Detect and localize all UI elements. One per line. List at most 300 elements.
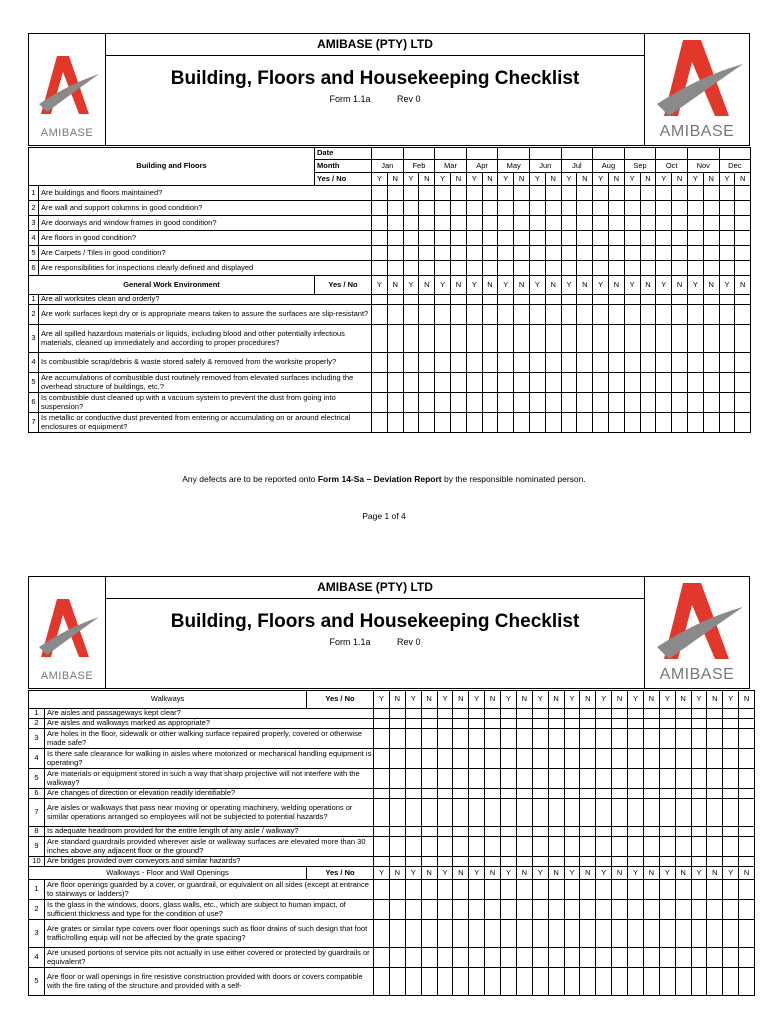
- check-cell[interactable]: [628, 948, 644, 968]
- check-cell[interactable]: [703, 373, 719, 393]
- check-cell[interactable]: [735, 261, 751, 276]
- check-cell[interactable]: [593, 231, 609, 246]
- check-cell[interactable]: [691, 789, 707, 799]
- check-cell[interactable]: [672, 231, 688, 246]
- check-cell[interactable]: [403, 325, 419, 353]
- check-cell[interactable]: [628, 709, 644, 719]
- check-cell[interactable]: [640, 325, 656, 353]
- check-cell[interactable]: [532, 900, 548, 920]
- check-cell[interactable]: [372, 201, 388, 216]
- check-cell[interactable]: [514, 261, 530, 276]
- check-cell[interactable]: [739, 749, 755, 769]
- check-cell[interactable]: [675, 827, 691, 837]
- check-cell[interactable]: [469, 837, 485, 857]
- check-cell[interactable]: [453, 719, 469, 729]
- check-cell[interactable]: [437, 719, 453, 729]
- check-cell[interactable]: [469, 799, 485, 827]
- check-cell[interactable]: [437, 799, 453, 827]
- check-cell[interactable]: [596, 709, 612, 719]
- check-cell[interactable]: [640, 373, 656, 393]
- check-cell[interactable]: [529, 261, 545, 276]
- check-cell[interactable]: [580, 749, 596, 769]
- check-cell[interactable]: [516, 709, 532, 719]
- check-cell[interactable]: [469, 968, 485, 996]
- check-cell[interactable]: [596, 799, 612, 827]
- check-cell[interactable]: [387, 373, 403, 393]
- check-cell[interactable]: [687, 353, 703, 373]
- check-cell[interactable]: [453, 837, 469, 857]
- check-cell[interactable]: [548, 827, 564, 837]
- check-cell[interactable]: [628, 968, 644, 996]
- check-cell[interactable]: [389, 827, 405, 837]
- check-cell[interactable]: [545, 295, 561, 305]
- check-cell[interactable]: [548, 709, 564, 719]
- check-cell[interactable]: [643, 857, 659, 867]
- check-cell[interactable]: [707, 729, 723, 749]
- check-cell[interactable]: [640, 295, 656, 305]
- check-cell[interactable]: [703, 201, 719, 216]
- check-cell[interactable]: [482, 413, 498, 433]
- check-cell[interactable]: [612, 769, 628, 789]
- check-cell[interactable]: [628, 749, 644, 769]
- check-cell[interactable]: [466, 373, 482, 393]
- check-cell[interactable]: [405, 857, 421, 867]
- check-cell[interactable]: [482, 216, 498, 231]
- check-cell[interactable]: [612, 749, 628, 769]
- check-cell[interactable]: [389, 948, 405, 968]
- check-cell[interactable]: [672, 373, 688, 393]
- check-cell[interactable]: [419, 305, 435, 325]
- check-cell[interactable]: [403, 246, 419, 261]
- check-cell[interactable]: [387, 413, 403, 433]
- check-cell[interactable]: [640, 216, 656, 231]
- check-cell[interactable]: [564, 799, 580, 827]
- check-cell[interactable]: [593, 295, 609, 305]
- check-cell[interactable]: [485, 749, 501, 769]
- check-cell[interactable]: [643, 729, 659, 749]
- check-cell[interactable]: [403, 231, 419, 246]
- check-cell[interactable]: [707, 837, 723, 857]
- check-cell[interactable]: [612, 789, 628, 799]
- check-cell[interactable]: [687, 373, 703, 393]
- check-cell[interactable]: [469, 948, 485, 968]
- check-cell[interactable]: [656, 373, 672, 393]
- check-cell[interactable]: [561, 353, 577, 373]
- check-cell[interactable]: [612, 709, 628, 719]
- check-cell[interactable]: [656, 246, 672, 261]
- check-cell[interactable]: [675, 789, 691, 799]
- check-cell[interactable]: [580, 880, 596, 900]
- check-cell[interactable]: [485, 799, 501, 827]
- check-cell[interactable]: [719, 295, 735, 305]
- check-cell[interactable]: [624, 353, 640, 373]
- check-cell[interactable]: [466, 325, 482, 353]
- check-cell[interactable]: [564, 789, 580, 799]
- check-cell[interactable]: [691, 968, 707, 996]
- check-cell[interactable]: [612, 837, 628, 857]
- check-cell[interactable]: [389, 968, 405, 996]
- check-cell[interactable]: [561, 373, 577, 393]
- check-cell[interactable]: [532, 749, 548, 769]
- check-cell[interactable]: [703, 393, 719, 413]
- check-cell[interactable]: [405, 729, 421, 749]
- check-cell[interactable]: [419, 201, 435, 216]
- check-cell[interactable]: [498, 261, 514, 276]
- check-cell[interactable]: [608, 325, 624, 353]
- check-cell[interactable]: [532, 948, 548, 968]
- check-cell[interactable]: [529, 295, 545, 305]
- check-cell[interactable]: [389, 857, 405, 867]
- check-cell[interactable]: [469, 880, 485, 900]
- check-cell[interactable]: [453, 749, 469, 769]
- check-cell[interactable]: [545, 325, 561, 353]
- check-cell[interactable]: [577, 325, 593, 353]
- check-cell[interactable]: [659, 719, 675, 729]
- check-cell[interactable]: [482, 261, 498, 276]
- check-cell[interactable]: [403, 393, 419, 413]
- check-cell[interactable]: [545, 201, 561, 216]
- check-cell[interactable]: [516, 837, 532, 857]
- check-cell[interactable]: [501, 827, 517, 837]
- check-cell[interactable]: [612, 799, 628, 827]
- check-cell[interactable]: [608, 373, 624, 393]
- check-cell[interactable]: [529, 246, 545, 261]
- check-cell[interactable]: [596, 880, 612, 900]
- check-cell[interactable]: [643, 799, 659, 827]
- check-cell[interactable]: [659, 749, 675, 769]
- check-cell[interactable]: [374, 729, 390, 749]
- check-cell[interactable]: [419, 231, 435, 246]
- check-cell[interactable]: [659, 837, 675, 857]
- check-cell[interactable]: [691, 920, 707, 948]
- check-cell[interactable]: [628, 769, 644, 789]
- date-cell[interactable]: [687, 148, 719, 160]
- check-cell[interactable]: [514, 393, 530, 413]
- check-cell[interactable]: [577, 353, 593, 373]
- check-cell[interactable]: [707, 769, 723, 789]
- check-cell[interactable]: [624, 231, 640, 246]
- check-cell[interactable]: [437, 968, 453, 996]
- check-cell[interactable]: [514, 246, 530, 261]
- check-cell[interactable]: [735, 295, 751, 305]
- check-cell[interactable]: [719, 246, 735, 261]
- check-cell[interactable]: [593, 261, 609, 276]
- check-cell[interactable]: [498, 186, 514, 201]
- check-cell[interactable]: [451, 393, 467, 413]
- check-cell[interactable]: [577, 393, 593, 413]
- check-cell[interactable]: [498, 201, 514, 216]
- check-cell[interactable]: [389, 920, 405, 948]
- check-cell[interactable]: [707, 900, 723, 920]
- check-cell[interactable]: [723, 827, 739, 837]
- check-cell[interactable]: [498, 373, 514, 393]
- check-cell[interactable]: [687, 231, 703, 246]
- check-cell[interactable]: [656, 201, 672, 216]
- check-cell[interactable]: [532, 719, 548, 729]
- check-cell[interactable]: [532, 729, 548, 749]
- check-cell[interactable]: [564, 827, 580, 837]
- check-cell[interactable]: [612, 729, 628, 749]
- check-cell[interactable]: [628, 719, 644, 729]
- check-cell[interactable]: [739, 719, 755, 729]
- check-cell[interactable]: [405, 837, 421, 857]
- check-cell[interactable]: [514, 413, 530, 433]
- check-cell[interactable]: [739, 837, 755, 857]
- check-cell[interactable]: [735, 186, 751, 201]
- check-cell[interactable]: [580, 900, 596, 920]
- check-cell[interactable]: [403, 216, 419, 231]
- check-cell[interactable]: [387, 261, 403, 276]
- check-cell[interactable]: [580, 948, 596, 968]
- check-cell[interactable]: [372, 325, 388, 353]
- check-cell[interactable]: [387, 216, 403, 231]
- date-cell[interactable]: [593, 148, 625, 160]
- check-cell[interactable]: [548, 920, 564, 948]
- check-cell[interactable]: [577, 295, 593, 305]
- check-cell[interactable]: [580, 769, 596, 789]
- check-cell[interactable]: [561, 393, 577, 413]
- check-cell[interactable]: [485, 709, 501, 719]
- check-cell[interactable]: [656, 353, 672, 373]
- check-cell[interactable]: [593, 393, 609, 413]
- check-cell[interactable]: [514, 325, 530, 353]
- check-cell[interactable]: [735, 201, 751, 216]
- check-cell[interactable]: [532, 880, 548, 900]
- check-cell[interactable]: [389, 900, 405, 920]
- check-cell[interactable]: [514, 216, 530, 231]
- check-cell[interactable]: [451, 295, 467, 305]
- check-cell[interactable]: [577, 246, 593, 261]
- check-cell[interactable]: [596, 827, 612, 837]
- check-cell[interactable]: [624, 246, 640, 261]
- check-cell[interactable]: [374, 948, 390, 968]
- check-cell[interactable]: [451, 246, 467, 261]
- check-cell[interactable]: [469, 920, 485, 948]
- check-cell[interactable]: [405, 948, 421, 968]
- check-cell[interactable]: [703, 216, 719, 231]
- check-cell[interactable]: [656, 325, 672, 353]
- check-cell[interactable]: [723, 729, 739, 749]
- check-cell[interactable]: [643, 749, 659, 769]
- check-cell[interactable]: [580, 789, 596, 799]
- check-cell[interactable]: [719, 305, 735, 325]
- check-cell[interactable]: [659, 948, 675, 968]
- check-cell[interactable]: [501, 729, 517, 749]
- check-cell[interactable]: [501, 857, 517, 867]
- check-cell[interactable]: [643, 769, 659, 789]
- check-cell[interactable]: [628, 837, 644, 857]
- check-cell[interactable]: [675, 769, 691, 789]
- check-cell[interactable]: [405, 719, 421, 729]
- check-cell[interactable]: [387, 246, 403, 261]
- check-cell[interactable]: [529, 373, 545, 393]
- check-cell[interactable]: [577, 231, 593, 246]
- check-cell[interactable]: [501, 789, 517, 799]
- check-cell[interactable]: [498, 295, 514, 305]
- check-cell[interactable]: [707, 880, 723, 900]
- check-cell[interactable]: [580, 827, 596, 837]
- check-cell[interactable]: [435, 216, 451, 231]
- check-cell[interactable]: [548, 900, 564, 920]
- check-cell[interactable]: [656, 413, 672, 433]
- check-cell[interactable]: [564, 837, 580, 857]
- check-cell[interactable]: [735, 353, 751, 373]
- check-cell[interactable]: [421, 900, 437, 920]
- check-cell[interactable]: [485, 880, 501, 900]
- check-cell[interactable]: [548, 948, 564, 968]
- check-cell[interactable]: [372, 186, 388, 201]
- check-cell[interactable]: [435, 393, 451, 413]
- check-cell[interactable]: [548, 719, 564, 729]
- check-cell[interactable]: [501, 769, 517, 789]
- date-cell[interactable]: [435, 148, 467, 160]
- check-cell[interactable]: [451, 353, 467, 373]
- check-cell[interactable]: [561, 413, 577, 433]
- check-cell[interactable]: [469, 857, 485, 867]
- check-cell[interactable]: [643, 948, 659, 968]
- check-cell[interactable]: [735, 325, 751, 353]
- check-cell[interactable]: [624, 393, 640, 413]
- check-cell[interactable]: [643, 827, 659, 837]
- check-cell[interactable]: [419, 413, 435, 433]
- check-cell[interactable]: [435, 201, 451, 216]
- check-cell[interactable]: [691, 749, 707, 769]
- check-cell[interactable]: [723, 709, 739, 719]
- check-cell[interactable]: [672, 246, 688, 261]
- check-cell[interactable]: [640, 413, 656, 433]
- check-cell[interactable]: [659, 827, 675, 837]
- check-cell[interactable]: [374, 827, 390, 837]
- check-cell[interactable]: [640, 353, 656, 373]
- check-cell[interactable]: [437, 948, 453, 968]
- check-cell[interactable]: [675, 920, 691, 948]
- check-cell[interactable]: [529, 325, 545, 353]
- check-cell[interactable]: [437, 880, 453, 900]
- check-cell[interactable]: [485, 827, 501, 837]
- check-cell[interactable]: [608, 305, 624, 325]
- check-cell[interactable]: [564, 920, 580, 948]
- check-cell[interactable]: [453, 799, 469, 827]
- check-cell[interactable]: [485, 900, 501, 920]
- check-cell[interactable]: [735, 216, 751, 231]
- check-cell[interactable]: [577, 413, 593, 433]
- check-cell[interactable]: [672, 216, 688, 231]
- check-cell[interactable]: [485, 769, 501, 789]
- check-cell[interactable]: [514, 305, 530, 325]
- check-cell[interactable]: [675, 857, 691, 867]
- check-cell[interactable]: [596, 719, 612, 729]
- check-cell[interactable]: [387, 201, 403, 216]
- check-cell[interactable]: [643, 968, 659, 996]
- check-cell[interactable]: [421, 729, 437, 749]
- check-cell[interactable]: [596, 968, 612, 996]
- check-cell[interactable]: [643, 719, 659, 729]
- check-cell[interactable]: [580, 729, 596, 749]
- check-cell[interactable]: [548, 837, 564, 857]
- check-cell[interactable]: [723, 837, 739, 857]
- check-cell[interactable]: [421, 749, 437, 769]
- check-cell[interactable]: [719, 413, 735, 433]
- check-cell[interactable]: [687, 246, 703, 261]
- check-cell[interactable]: [482, 353, 498, 373]
- check-cell[interactable]: [719, 231, 735, 246]
- check-cell[interactable]: [628, 827, 644, 837]
- check-cell[interactable]: [608, 261, 624, 276]
- check-cell[interactable]: [516, 799, 532, 827]
- check-cell[interactable]: [672, 295, 688, 305]
- check-cell[interactable]: [640, 393, 656, 413]
- check-cell[interactable]: [516, 880, 532, 900]
- check-cell[interactable]: [656, 305, 672, 325]
- check-cell[interactable]: [514, 186, 530, 201]
- check-cell[interactable]: [707, 857, 723, 867]
- check-cell[interactable]: [469, 709, 485, 719]
- check-cell[interactable]: [485, 789, 501, 799]
- check-cell[interactable]: [723, 769, 739, 789]
- check-cell[interactable]: [451, 325, 467, 353]
- check-cell[interactable]: [608, 413, 624, 433]
- check-cell[interactable]: [596, 900, 612, 920]
- check-cell[interactable]: [453, 968, 469, 996]
- check-cell[interactable]: [739, 827, 755, 837]
- check-cell[interactable]: [580, 857, 596, 867]
- check-cell[interactable]: [735, 231, 751, 246]
- check-cell[interactable]: [389, 837, 405, 857]
- check-cell[interactable]: [687, 413, 703, 433]
- check-cell[interactable]: [529, 413, 545, 433]
- check-cell[interactable]: [516, 968, 532, 996]
- check-cell[interactable]: [593, 353, 609, 373]
- check-cell[interactable]: [403, 373, 419, 393]
- date-cell[interactable]: [529, 148, 561, 160]
- check-cell[interactable]: [577, 373, 593, 393]
- check-cell[interactable]: [723, 789, 739, 799]
- check-cell[interactable]: [593, 413, 609, 433]
- check-cell[interactable]: [624, 373, 640, 393]
- check-cell[interactable]: [564, 857, 580, 867]
- check-cell[interactable]: [453, 900, 469, 920]
- check-cell[interactable]: [374, 857, 390, 867]
- check-cell[interactable]: [672, 325, 688, 353]
- check-cell[interactable]: [628, 857, 644, 867]
- check-cell[interactable]: [545, 261, 561, 276]
- check-cell[interactable]: [624, 295, 640, 305]
- check-cell[interactable]: [435, 261, 451, 276]
- check-cell[interactable]: [707, 948, 723, 968]
- check-cell[interactable]: [707, 789, 723, 799]
- check-cell[interactable]: [561, 231, 577, 246]
- check-cell[interactable]: [739, 900, 755, 920]
- check-cell[interactable]: [719, 393, 735, 413]
- check-cell[interactable]: [421, 709, 437, 719]
- check-cell[interactable]: [501, 920, 517, 948]
- check-cell[interactable]: [548, 769, 564, 789]
- check-cell[interactable]: [387, 295, 403, 305]
- check-cell[interactable]: [691, 880, 707, 900]
- check-cell[interactable]: [672, 261, 688, 276]
- check-cell[interactable]: [624, 216, 640, 231]
- check-cell[interactable]: [545, 246, 561, 261]
- check-cell[interactable]: [421, 880, 437, 900]
- check-cell[interactable]: [545, 231, 561, 246]
- check-cell[interactable]: [580, 799, 596, 827]
- check-cell[interactable]: [564, 968, 580, 996]
- check-cell[interactable]: [453, 709, 469, 719]
- check-cell[interactable]: [451, 231, 467, 246]
- check-cell[interactable]: [596, 729, 612, 749]
- check-cell[interactable]: [435, 373, 451, 393]
- check-cell[interactable]: [372, 231, 388, 246]
